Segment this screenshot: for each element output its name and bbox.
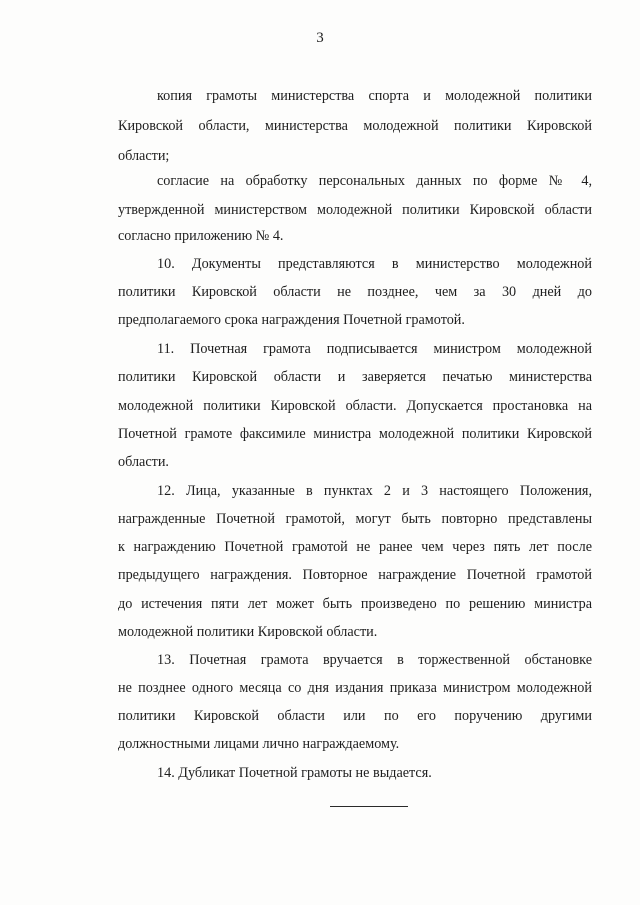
text-line: Почетной грамоте факсимиле министра молодежной политики Кировской [118,426,592,442]
text-line: согласие на обработку персональных данных по форме № 4, [157,173,592,189]
end-divider [330,806,408,807]
text-line: предполагаемого срока награждения Почетной грамотой. [118,312,465,328]
text-line: не позднее одного месяца со дня издания приказа министром молодежной [118,680,592,696]
text-line: области; [118,148,170,164]
text-line: молодежной политики Кировской области. Допускается простановка на [118,398,592,414]
text-line: политики Кировской области и заверяется печатью министерства [118,369,592,385]
page-number: 3 [316,30,324,46]
text-line: Кировской области, министерства молодежной политики Кировской [118,118,592,134]
text-line: 13. Почетная грамота вручается в торжественной обстановке [157,652,592,668]
text-line: утвержденной министерством молодежной политики Кировской области [118,202,592,218]
text-line: награжденные Почетной грамотой, могут быть повторно представлены [118,511,592,527]
text-line: 14. Дубликат Почетной грамоты не выдается. [157,765,432,781]
text-line: до истечения пяти лет может быть произведено по решению министра [118,596,592,612]
text-line: 12. Лица, указанные в пунктах 2 и 3 настоящего Положения, [157,483,592,499]
text-line: предыдущего награждения. Повторное награждение Почетной грамотой [118,567,592,583]
text-line: копия грамоты министерства спорта и молодежной политики [157,88,592,104]
text-line: политики Кировской области не позднее, чем за 30 дней до [118,284,592,300]
text-line: области. [118,454,169,470]
text-line: политики Кировской области или по его поручению другими [118,708,592,724]
text-line: согласно приложению № 4. [118,228,284,244]
text-line: молодежной политики Кировской области. [118,624,378,640]
text-line: к награждению Почетной грамотой не ранее чем через пять лет после [118,539,592,555]
text-line: должностными лицами лично награждаемому. [118,736,400,752]
text-line: 11. Почетная грамота подписывается министром молодежной [157,341,592,357]
text-line: 10. Документы представляются в министерство молодежной [157,256,592,272]
